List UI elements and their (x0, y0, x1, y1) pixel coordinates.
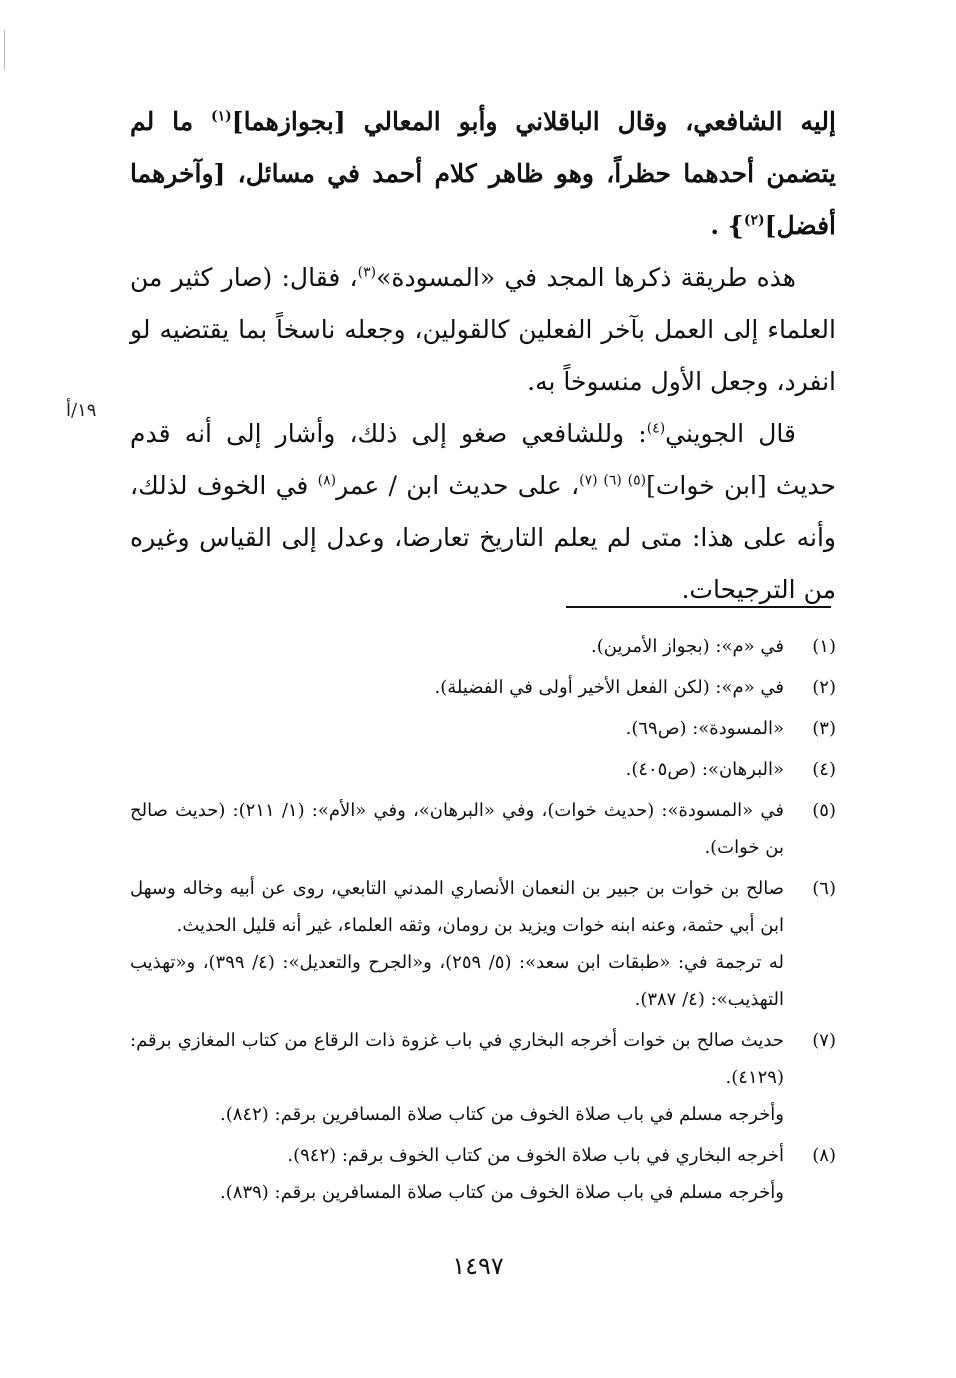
footnote-text: حديث صالح بن خوات أخرجه البخاري في باب غزوة ذات الرقاع من كتاب المغازي برقم: (٤١٢٩). (130, 1030, 784, 1088)
footnote-number: (٤) (812, 759, 836, 780)
footnote-text: في «م»: (لكن الفعل الأخير أولى في الفضيلة). (434, 677, 784, 698)
footnote-text: أخرجه البخاري في باب صلاة الخوف من كتاب الخوف برقم: (٩٤٢). (287, 1145, 784, 1166)
footnote-ref-3[interactable]: (٣) (357, 264, 377, 281)
footnote-number: (٨) (812, 1145, 836, 1166)
footnote-text: له ترجمة في: «طبقات ابن سعد»: (٥/ ٢٥٩)، و«الجرح والتعديل»: (٤/ ٣٩٩)، و«تهذيب التهذيب»: (٤/ ٣٨٧). (130, 952, 785, 1010)
footnote-ref-4[interactable]: (٤) (646, 420, 666, 437)
footnote-ref-2[interactable]: (٢) (743, 212, 765, 229)
footnote-ref-8[interactable]: (٨) (317, 472, 337, 489)
paragraph-1: إليه الشافعي، وقال الباقلاني وأبو المعالي [بجوازهما]$^{(١)}$ ما لم يتضمن أحدهما حظراً، وهو ظاهر كلام أحمد في مسائل، [وآخرهما أفضل]$^{(٢)}$} . (130, 107, 836, 240)
footnote-5 (130, 792, 836, 866)
footnote-ref-5-6-7[interactable]: (٥) (٦) (٧) (579, 472, 647, 489)
manuscript-folio-note: ١٩/أ (66, 400, 97, 421)
paragraph-2: هذه طريقة ذكرها المجد في «المسودة»$^{(٣)}$، فقال: (صار كثير من العلماء إلى العمل بآخر الفعلين كالقولين، وجعله ناسخاً بما يقتضيه لو انفرد، وجعل الأول منسوخاً به. (130, 263, 836, 396)
footnote-number: (٦) (812, 878, 836, 899)
footnote-text: وأخرجه مسلم في باب صلاة الخوف من كتاب صلاة المسافرين برقم: (٨٣٩). (220, 1182, 784, 1203)
footnote-text: «البرهان»: (ص٤٠٥). (625, 759, 784, 780)
footnote-ref-1[interactable]: (١) (210, 108, 232, 125)
scan-edge-mark (4, 30, 5, 70)
footnote-1 (130, 628, 836, 665)
paragraph-3: قال الجويني$^{(٤)}$: وللشافعي صغو إلى ذلك، وأشار إلى أنه قدم حديث [ابن خوات]$^{(٥) (٦) (٧)}$، على حديث ابن / عمر$^{(٨)}$ في الخوف لذلك، وأنه على هذا: متى لم يعلم التاريخ تعارضا، وعدل إلى القياس وغيره من الترجيحات. (130, 419, 836, 604)
footnote-8 (130, 1137, 836, 1211)
footnote-text: «المسودة»: (ص٦٩). (625, 718, 784, 739)
footnote-text: صالح بن خوات بن جبير بن النعمان الأنصاري المدني التابعي، روى عن أبيه وخاله وسهل ابن أبي حثمة، وعنه ابنه خوات ويزيد بن رومان، وثقه العلماء، غير أنه قليل الحديث. (130, 878, 784, 936)
footnote-text: وأخرجه مسلم في باب صلاة الخوف من كتاب صلاة المسافرين برقم: (٨٤٢). (220, 1104, 784, 1125)
footnote-number: (٧) (812, 1030, 836, 1051)
page-number: ١٤٩٧ (452, 1252, 504, 1280)
footnote-4 (130, 751, 836, 788)
footnote-text: في «م»: (بجواز الأمرين). (591, 636, 784, 657)
footnotes (130, 628, 836, 1215)
footnote-7 (130, 1022, 836, 1133)
footnote-text: في «المسودة»: (حديث خوات)، وفي «البرهان»، وفي «الأم»: (١/ ٢١١): (حديث صالح بن خوات). (130, 800, 784, 858)
footnote-3 (130, 710, 836, 747)
footnote-number: (٢) (812, 677, 836, 698)
footnote-2 (130, 669, 836, 706)
footnote-separator (566, 606, 831, 608)
footnote-number: (٥) (812, 800, 836, 821)
footnote-number: (١) (812, 636, 836, 657)
main-text (130, 96, 836, 616)
footnote-6 (130, 870, 836, 1018)
footnote-number: (٣) (812, 718, 836, 739)
